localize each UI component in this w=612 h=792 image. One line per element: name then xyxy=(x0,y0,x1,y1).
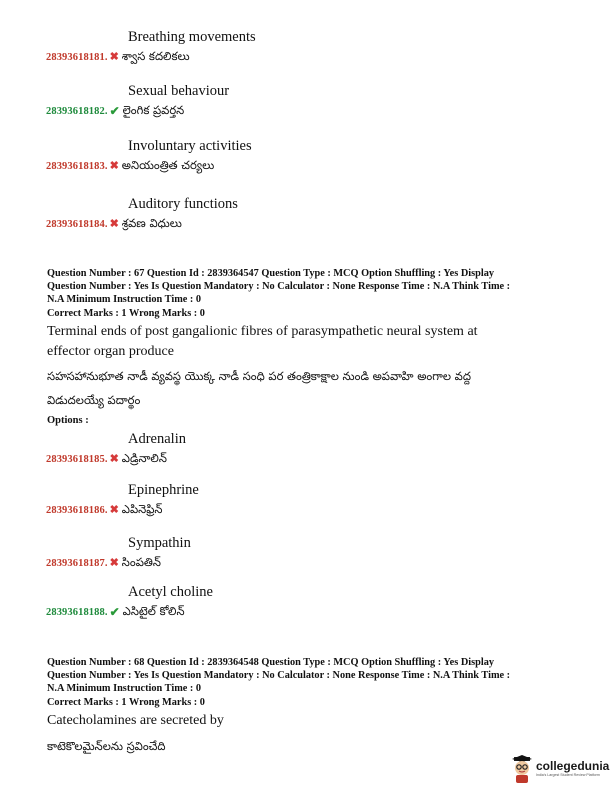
option-text-en: Epinephrine xyxy=(128,482,199,498)
question-text-te: కాటెకొలమైన్‌లను స్రవించేది xyxy=(47,739,166,753)
collegedunia-logo xyxy=(510,751,610,787)
cross-icon: ✖ xyxy=(109,159,119,172)
cross-icon: ✖ xyxy=(109,556,119,569)
cross-icon: ✖ xyxy=(109,217,119,230)
question-meta-line: Question Number : Yes Is Question Mandatory : No Calculator : None Response Time : N.A Think Time : xyxy=(47,281,511,292)
option-text-en: Acetyl choline xyxy=(128,584,213,600)
cross-icon: ✖ xyxy=(109,50,119,63)
question-marks: Correct Marks : 1 Wrong Marks : 0 xyxy=(47,697,205,708)
option-text-te: శ్రవణ విధులు xyxy=(121,215,182,230)
option-id: 28393618185. xyxy=(46,453,108,465)
question-marks: Correct Marks : 1 Wrong Marks : 0 xyxy=(47,308,205,319)
question-text-en: Catecholamines are secreted by xyxy=(47,713,224,728)
option-id: 28393618184. xyxy=(46,218,108,230)
question-meta-line: N.A Minimum Instruction Time : 0 xyxy=(47,294,202,305)
question-meta-line: Question Number : 68 Question Id : 2839364548 Question Type : MCQ Option Shuffling : Yes Display xyxy=(47,657,495,668)
cross-icon: ✖ xyxy=(109,452,119,465)
question-meta-line: N.A Minimum Instruction Time : 0 xyxy=(47,683,202,694)
option-text-en: Breathing movements xyxy=(128,29,256,45)
option-text-te: అనియంత్రిత చర్యలు xyxy=(121,157,215,172)
option-text-en: Sexual behaviour xyxy=(128,83,230,99)
question-text-te: సహసహానుభూత నాడీ వ్యవస్థ యొక్క నాడీ సంధి పర తంత్రికాక్షాల నుండి అపవాహి అంగాల వద్ద xyxy=(47,369,471,383)
question-text-te: విడుదలయ్యే పదార్థం xyxy=(47,393,141,407)
option-id: 28393618181. xyxy=(46,51,108,63)
option-id: 28393618186. xyxy=(46,504,108,516)
option-text-te: ఎపినెఫ్రిన్ xyxy=(121,501,163,516)
option-text-te: శ్వాస కదలికలు xyxy=(121,48,190,63)
option-text-en: Sympathin xyxy=(128,535,191,551)
options-label: Options : xyxy=(47,415,89,426)
logo-tagline: India's Largest Student Review Platform xyxy=(536,773,600,777)
option-text-te: ఎడ్రినాలిన్ xyxy=(121,450,167,465)
option-text-te: ఎసిటైల్ కోలిన్ xyxy=(122,603,185,618)
logo-brand: collegedunia xyxy=(536,759,610,773)
question-meta-line: Question Number : 67 Question Id : 2839364547 Question Type : MCQ Option Shuffling : Yes Display xyxy=(47,268,495,279)
cross-icon: ✖ xyxy=(109,503,119,516)
option-text-en: Adrenalin xyxy=(128,431,186,447)
question-meta-line: Question Number : Yes Is Question Mandatory : No Calculator : None Response Time : N.A Think Time : xyxy=(47,670,511,681)
mascot-icon xyxy=(510,754,534,784)
option-id: 28393618188. xyxy=(46,606,108,618)
option-id: 28393618187. xyxy=(46,557,108,569)
option-text-te: లైంగిక ప్రవర్తన xyxy=(122,102,185,117)
option-id: 28393618183. xyxy=(46,160,108,172)
option-text-te: సింపతిన్ xyxy=(121,554,161,569)
question-text-en: effector organ produce xyxy=(47,344,174,359)
option-text-en: Involuntary activities xyxy=(128,138,252,154)
option-text-en: Auditory functions xyxy=(128,196,238,212)
question-text-en: Terminal ends of post gangalionic fibres of parasympathetic neural system at xyxy=(47,324,478,339)
check-icon: ✔ xyxy=(109,605,120,619)
option-id: 28393618182. xyxy=(46,105,108,117)
check-icon: ✔ xyxy=(109,104,120,118)
